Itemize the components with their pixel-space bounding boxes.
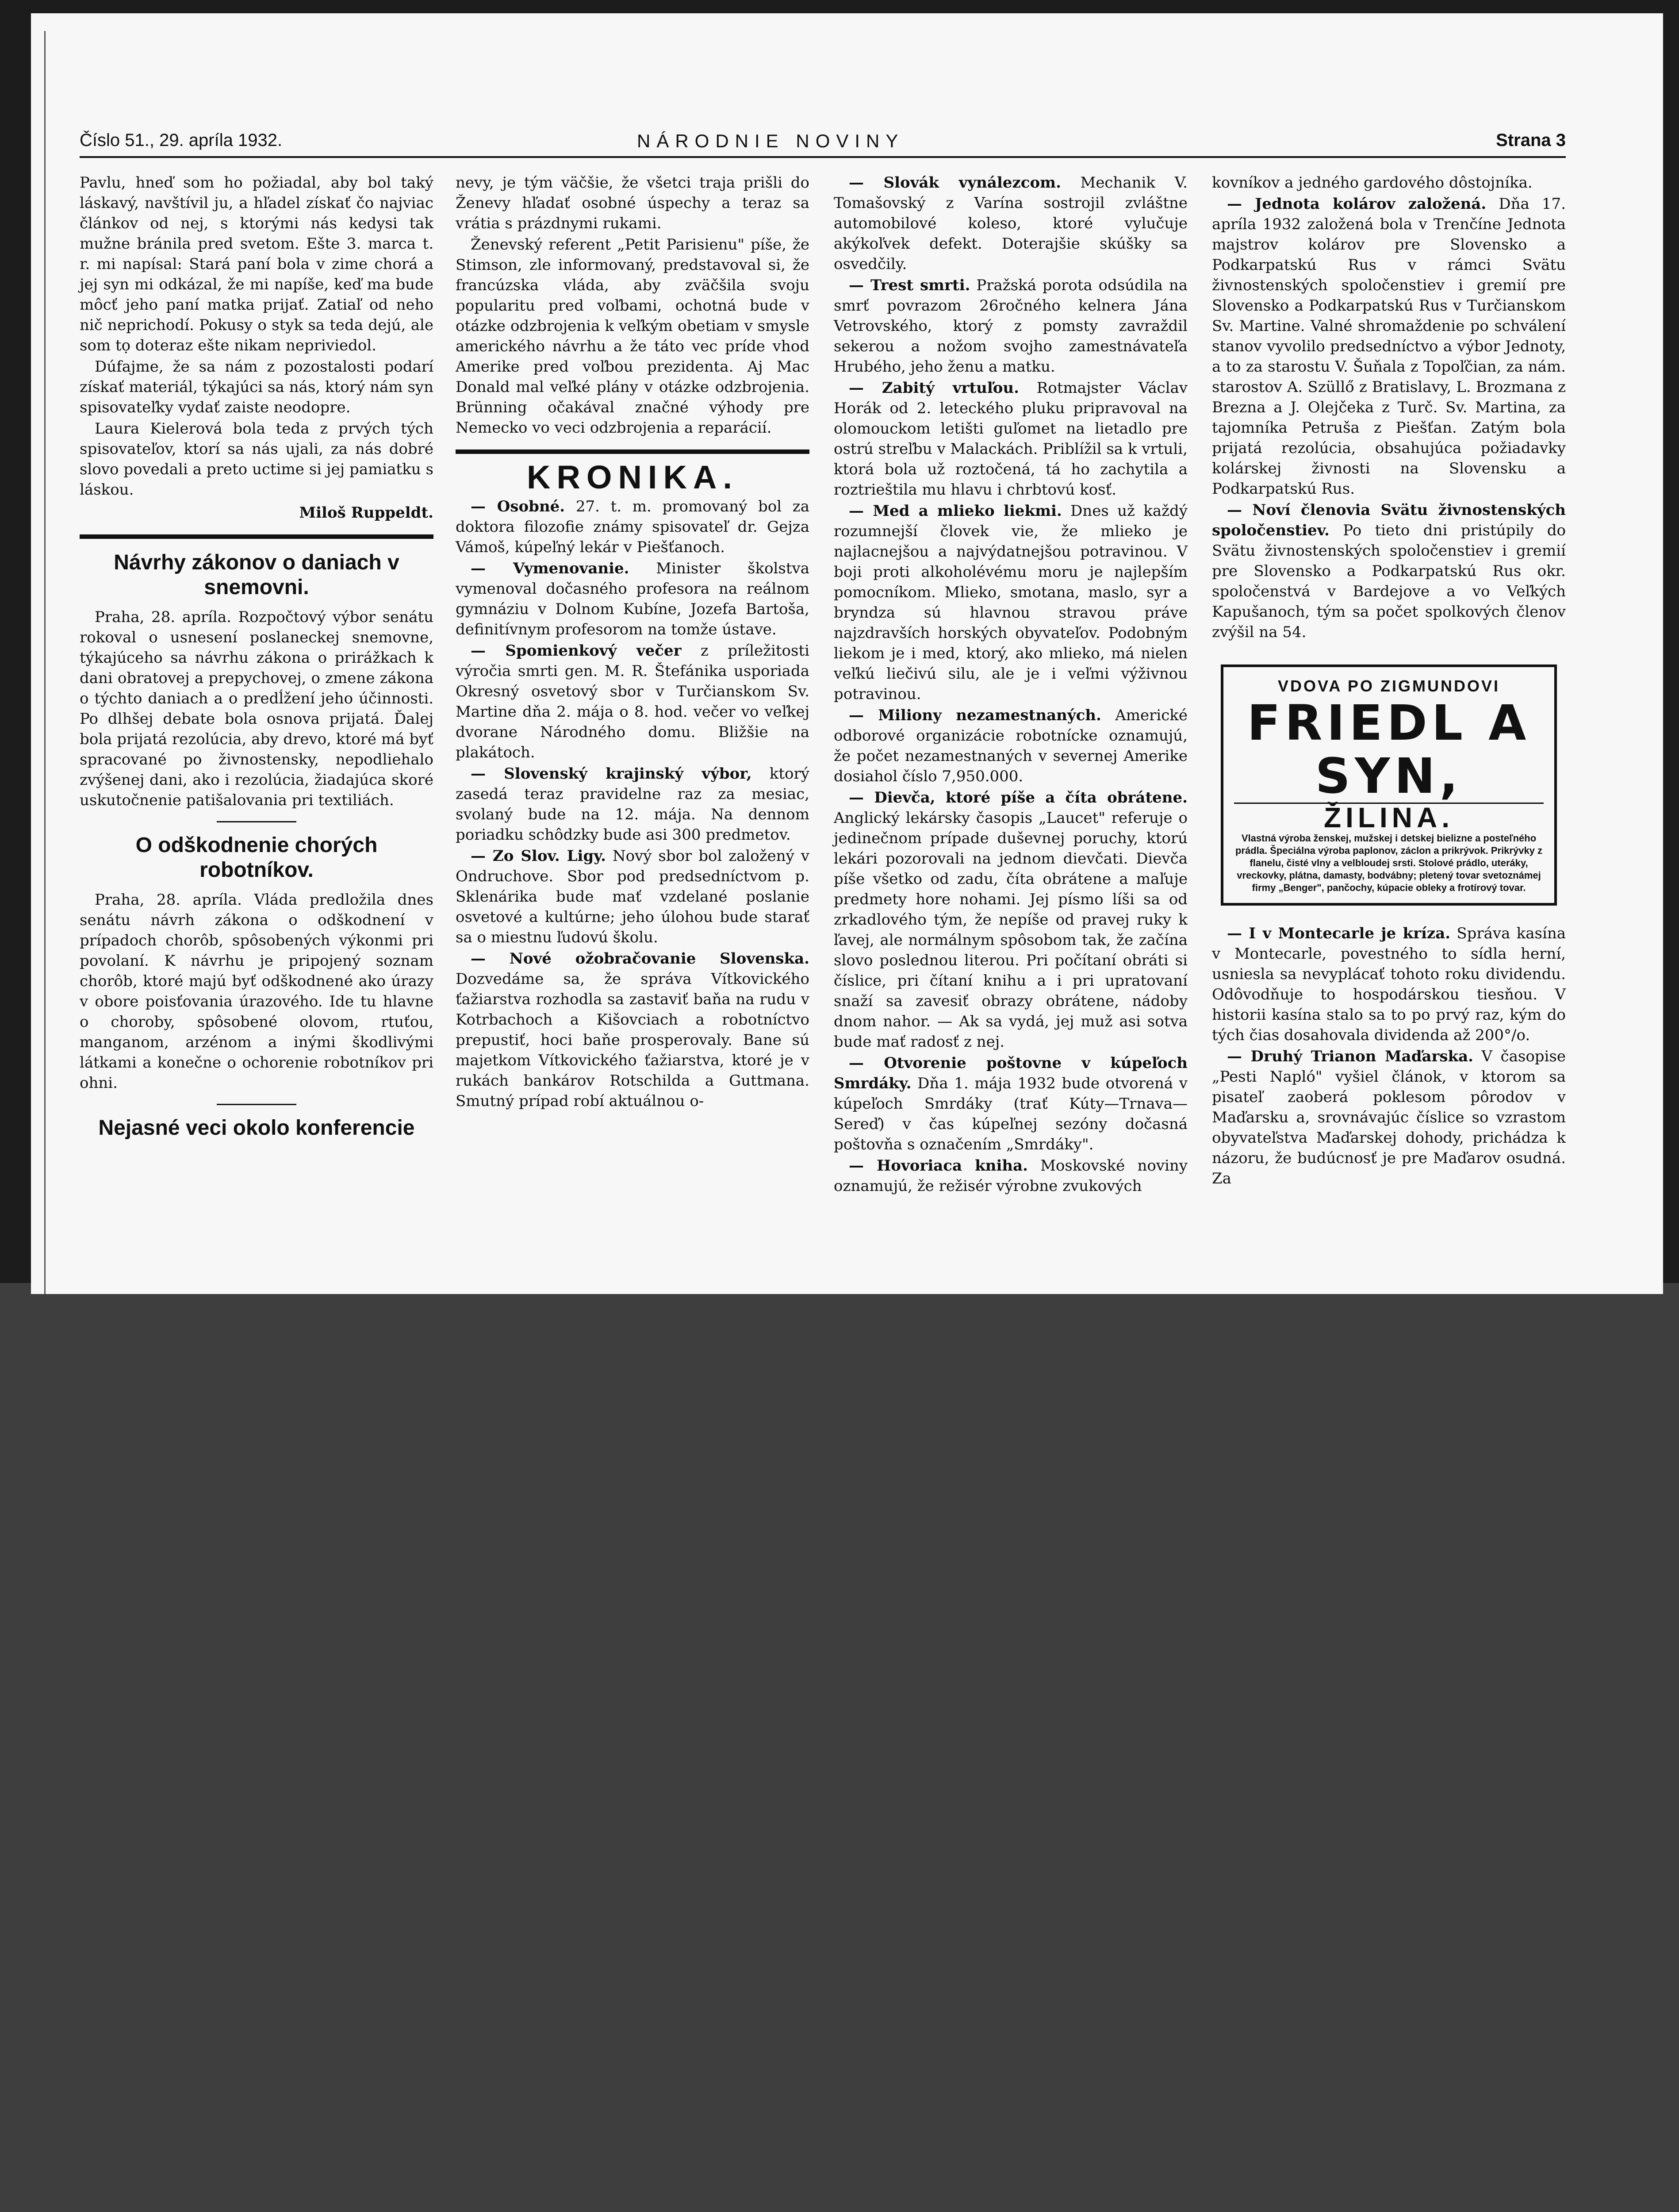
paragraph: Pavlu, hneď som ho požiadal, aby bol taký láskavý, navštívil ju, a hľadel získať čo najviac článkov od nej, s ktorými nás kedysi tak mužne bránila pred svetom. Ešte 3. marca t. r. mi napísal: Stará paní bola v zime chorá a jej syn mi odkázal, že mi napíše, keď ma bude môcť jeho paní matka prijať. Zatiaľ od neho nič neprichodí. Pokusy o styk sa teda dejú, ale som tọ doteraz ešte nikam nepriviedol. [80, 174, 433, 354]
news-lead: — Otvorenie poštovne v kúpeľoch Smrdáky. [834, 1054, 1188, 1092]
column-2 [456, 173, 809, 1112]
news-lead: — Dievča, ktoré píše a číta obrátene. [849, 789, 1188, 806]
news-item [1212, 1046, 1566, 1189]
news-lead: — Osobné. [471, 498, 565, 515]
paragraph: Praha, 28. apríla. Vláda predložila dnes senátu návrh zákona o odškodnení v prípadoch chorôb, spôsobených výkonmi pri povolaní. K návrhu je pripojený soznam chorôb, ktoré majú byť odškodnené ako úrazy v obore poisťovania úrazového. Ide tu hlavne o choroby, spôsobené olovom, rtuťou, manganom, arzénom a inými škodlivými látkami a konečne o ochorenie robotníkov pri ohni. [80, 891, 433, 1092]
paragraph: Praha, 28. apríla. Rozpočtový výbor senátu rokoval o usnesení poslaneckej snemovne, týkajúceho sa návrhu zákona o prirážkach k dani obratovej a prepychovej, o zmene zákona o týchto daniach a o predĺžení jeho účinnosti. Po dlhšej debate bola osnova prijatá. Ďalej bola prijatá rezolúcia, aby drevo, ktoré má byť spracované po živnostensky, nepodliehalo zvýšenej dani, ako i rezolúcia, žiadajúca skoré uskutočnenie patišalovania pri textiliách. [80, 608, 433, 809]
news-lead: — I v Montecarle je kríza. [1227, 925, 1451, 942]
page-fold-line [44, 31, 46, 1294]
news-text: Americké odborové organizácie robotnícke oznamujú, že počet nezamestnaných v severnej Amerike dosiahol číslo 7,950.000. [834, 707, 1188, 785]
news-item [834, 173, 1188, 274]
news-text: Dozvedáme sa, že správa Vítkovického ťažiarstva rozhodla sa zastaviť baňa na rudu v Kotrbachoch a Kišovciach a robotníctvo prepustiť, hoci baňe prosperovaly. Bane sú majetkom Vítkovického ťažiarstva, ktoré je v rukách bankárov Rotschilda a Guttmana. Smutný prípad robí aktuálnou o- [456, 970, 809, 1110]
column-3 [834, 173, 1188, 1197]
ad-line-1: VDOVA PO ZIGMUNDOVI [1277, 677, 1500, 695]
news-item [456, 641, 809, 763]
news-text: Minister školstva vymenoval dočasného profesora na reálnom gymnáziu v Dolnom Kubíne, Jozefa Bartoša, definitívnym profesorom na tomže ústave. [456, 560, 809, 638]
news-lead: — Slovenský krajinský výbor, [471, 765, 752, 783]
news-item [834, 1156, 1188, 1196]
news-text: Dňa 1. mája 1932 bude otvorená v kúpeľoch Smrdáky (trať Kúty—Trnava—Sereď) v čas kúpeľnej sezóny dočasná poštovňa s označením „Smrdáky". [834, 1075, 1188, 1153]
news-item [834, 275, 1188, 377]
news-lead: — Slovák vynálezcom. [849, 174, 1061, 192]
news-text: Dňa 17. apríla 1932 založená bola v Trenčíne Jednota majstrov kolárov pre Slovensko a Podkarpatskú Rus v rámci Svätu živnostenských spoločenstiev i gremií pre Slovensko a Podkarpatskú Rus v Turčianskom Sv. Martine. Valné shromaždenie po schválení stanov vyvolilo predsedníctvo a výbor Jednoty, a to za starostu V. Šuňala z Topoľčian, za nám. starostov A. Szüllő z Bratislavy, L. Brozmana z Brezna a J. Olejčeka z Turč. Sv. Martina, za tajomníka Petruša z Piešťan. Zatým bola prijatá rezolúcia, obsahujúca požiadavky kolárskej živnosti na Slovensku a Podkarpatskú Rus. [1212, 195, 1566, 498]
paragraph: Dúfajme, že sa nám z pozostalosti podarí získať materiál, týkajúci sa nás, ktorý nám syn spisovateľky vydať zaiste neodopre. [80, 358, 433, 416]
section-title: KRONIKA. [527, 459, 738, 495]
news-item [456, 764, 809, 845]
section-rule [456, 449, 809, 454]
news-item [834, 378, 1188, 500]
section-rule [80, 534, 433, 539]
news-text: Pražská porota odsúdila na smrť povrazom 26ročného kelnera Jána Vetrovského, ktorý z pomsty zavraždil sekerou a nožom svojho zamestnávateľa Hrubého, jeho ženu a matku. [834, 276, 1188, 376]
news-item [834, 501, 1188, 704]
issue-number: Číslo 51., 29. apríla 1932. [80, 131, 283, 150]
paragraph: Ženevský referent „Petit Parisienu" píše, že Stimson, zle informovaný, predstavoval si, že francúzska vláda, aby zväčšila svoju popularitu pred voľbami, ochotná bude v otázke odzbrojenia k veľkým obetiam v smysle amerického návrhu a že táto vec príde vhod Amerike pred voľbou prezidenta. Aj Mac Donald mal veľké plány v otázke odzbrojenia. Brünning očakával značné výhody pre Nemecko vo veci odzbrojenia a reparácií. [456, 236, 809, 437]
advertisement-box [1221, 664, 1557, 906]
news-lead: — Noví členovia Svätu živnostenských spoločenstiev. [1212, 501, 1566, 539]
column-1 [80, 173, 433, 1148]
news-lead: — Spomienkový večer [471, 642, 682, 660]
news-text: Dnes už každý rozumnejší človek vie, že mlieko je najlacnejšou a najvýdatnejšou potravinou. V boji proti alkoholévému moru je najlepším pomocníkom. Mlieko, smotana, maslo, syr a bryndza sú hlavnou stravou práve najzdravších horských obyvateľov. Podobným liekom je i med, ktorý, ako mlieko, má nielen veľkú liečivú silu, ale je i veľmi výživnou potravinou. [834, 502, 1188, 703]
page-number: Strana 3 [1496, 131, 1566, 150]
news-item [456, 558, 809, 640]
author-signature: Miloš Ruppeldt. [299, 504, 433, 522]
news-lead: — Zo Slov. Ligy. [471, 847, 606, 865]
news-lead: — Nové ožobračovanie Slovenska. [471, 950, 809, 968]
article-headline: Návrhy zákonov o daniach v snemovni. [114, 551, 399, 599]
news-text: Anglický lekársky časopis „Laucet" referuje o jedinečnom prípade duševnej poruchy, ktorú lekári pozorovali na jednom dievčati. Dievča píše všetko od zadu, číta obrátene a maľuje predmety hore nohami. Jej písmo líši sa od zrkadlového tým, že nepíše od pravej ruky k ľavej, ale normálnym spôsobom tak, že začína slovo poslednou literou. Pri počítaní obráti si číslice, pri čítaní knihu a i pri upratovaní snaží sa zavesiť obrazy obrátene, nádoby dnom nahor. — Ak sa vydá, jej muž asi sotva bude mať radosť z nej. [834, 809, 1188, 1051]
paragraph: Laura Kielerová bola teda z prvých tých spisovateľov, ktorí sa nás ujali, za nás dobré slovo povedali a preto uctime si jej pamiatku s láskou. [80, 420, 433, 499]
news-text: Správa kasína v Montecarle, povestného to sídla herní, usniesla sa nevyplácať tohoto roku dividendu. Odôvodňuje to hospodárskou tiesňou. V historii kasína stalo sa to po prvý raz, kým do tých čias dosahovala dividenda až 200°/o. [1212, 925, 1566, 1044]
news-text: Po tieto dni pristúpily do Svätu živnostenských spoločenstiev i gremií pre Slovensko a Podkarpatskú Rus okr. spoločenstvá v Bardejove a vo Veľkých Kapušanoch, tým sa počet spolkových členov zvýšil na 54. [1212, 522, 1566, 641]
ad-company-name: FRIEDL A SYN, [1247, 695, 1531, 804]
news-lead: — Trest smrti. [849, 276, 970, 294]
news-text: ktorý zasedá teraz pravidelne raz za mesiac, svolaný bude na 12. mája. Na dennom poriadku schôdzky bude asi 300 predmetov. [456, 765, 809, 844]
short-divider [217, 821, 296, 822]
header-rule [80, 156, 1566, 158]
column-4 [1212, 173, 1566, 1190]
news-lead: — Miliony nezamestnaných. [849, 707, 1101, 724]
article-headline: Nejasné veci okolo konferencie [98, 1116, 415, 1140]
newspaper-page [31, 13, 1663, 1294]
short-divider [217, 1104, 296, 1105]
news-lead: — Vymenovanie. [471, 560, 629, 577]
news-lead: — Jednota kolárov založená. [1227, 195, 1487, 213]
news-item [456, 496, 809, 557]
news-item [834, 705, 1188, 787]
news-text: Moskovské noviny oznamujú, že režisér výrobne zvukových [834, 1157, 1188, 1195]
news-text: 27. t. m. promovaný bol za doktora filozofie známy spisovateľ dr. Gejza Vámoš, kúpeľný lekár v Piešťanoch. [456, 498, 809, 556]
news-text: z príležitosti výročia smrti gen. M. R. Štefánika usporiada Okresný osvetový sbor v Turčianskom Sv. Martine dňa 2. mája o 8. hod. večer vo veľkej dvorane Národného domu. Bližšie na plakátoch. [456, 642, 809, 761]
news-item [834, 787, 1188, 1052]
news-text: V časopise „Pesti Napló" vyšiel článok, v ktorom sa pisateľ zaoberá poklesom pôrodov v Maďarsku a, srovnávajúc číslice so vzrastom obyvateľstva Maďarskej dohody, prichádza k názoru, že budúcnosť je pre Maďarov osudná. Za [1212, 1048, 1566, 1187]
news-lead: — Hovoriaca kniha. [849, 1157, 1028, 1175]
ad-city: ŽILINA. [1234, 803, 1544, 828]
news-item [834, 1053, 1188, 1155]
page-header [80, 131, 1566, 157]
news-item [1212, 500, 1566, 642]
news-text: Nový sbor bol založený v Ondruchove. Sbor pod predsedníctvom p. Sklenárika bude mať vzdelané poslanie osvetové a kultúrne; jeho úlohou bude starať sa o miestnu ľudovú školu. [456, 847, 810, 946]
news-lead: — Zabitý vrtuľou. [849, 379, 1019, 397]
news-item [456, 846, 809, 948]
ad-description: Vlastná výroba ženskej, mužskej i detskej bielizne a posteľného prádla. Špeciálna výroba paplonov, záclon a prikrývok. Prikrývky z flanelu, čisté vlny a velbloudej srsti. Stolové prádlo, uteráky, vreckovky, plátna, damasty, bodvábny; pletený tovar svetoznámej firmy „Benger", pančochy, kúpacie obleky a frotírový tovar. [1235, 833, 1543, 893]
paragraph: kovníkov a jedného gardového dôstojníka. [1212, 174, 1533, 192]
news-item [1212, 194, 1566, 499]
news-item [1212, 923, 1566, 1045]
article-headline: O odškodnenie chorých robotníkov. [135, 833, 378, 882]
masthead-title: NÁRODNIE NOVINY [637, 131, 905, 151]
news-text: Rotmajster Václav Horák od 2. leteckého pluku pripravoval na olomouckom letišti guľomet na lietadlo pre ostrú streľbu v Malackách. Priblížil sa k vrtuli, ktorá bola už roztočená, tá ho zachytila a roztrieštila mu hlavu i chrbtovú kosť. [834, 379, 1188, 499]
news-lead: — Med a mlieko liekmi. [849, 502, 1062, 520]
news-lead: — Druhý Trianon Maďarska. [1227, 1048, 1473, 1065]
paragraph: nevy, je tým väčšie, že všetci traja prišli do Ženevy hľadať osobné úspechy a teraz sa vrátia s prázdnymi rukami. [456, 174, 809, 232]
news-text: Mechanik V. Tomašovský z Varína sostrojil zvláštne automobilové koleso, ktoré vylučuje akýkoľvek defekt. Doterajšie skúšky sa osvedčily. [834, 174, 1188, 273]
news-item [456, 949, 809, 1111]
